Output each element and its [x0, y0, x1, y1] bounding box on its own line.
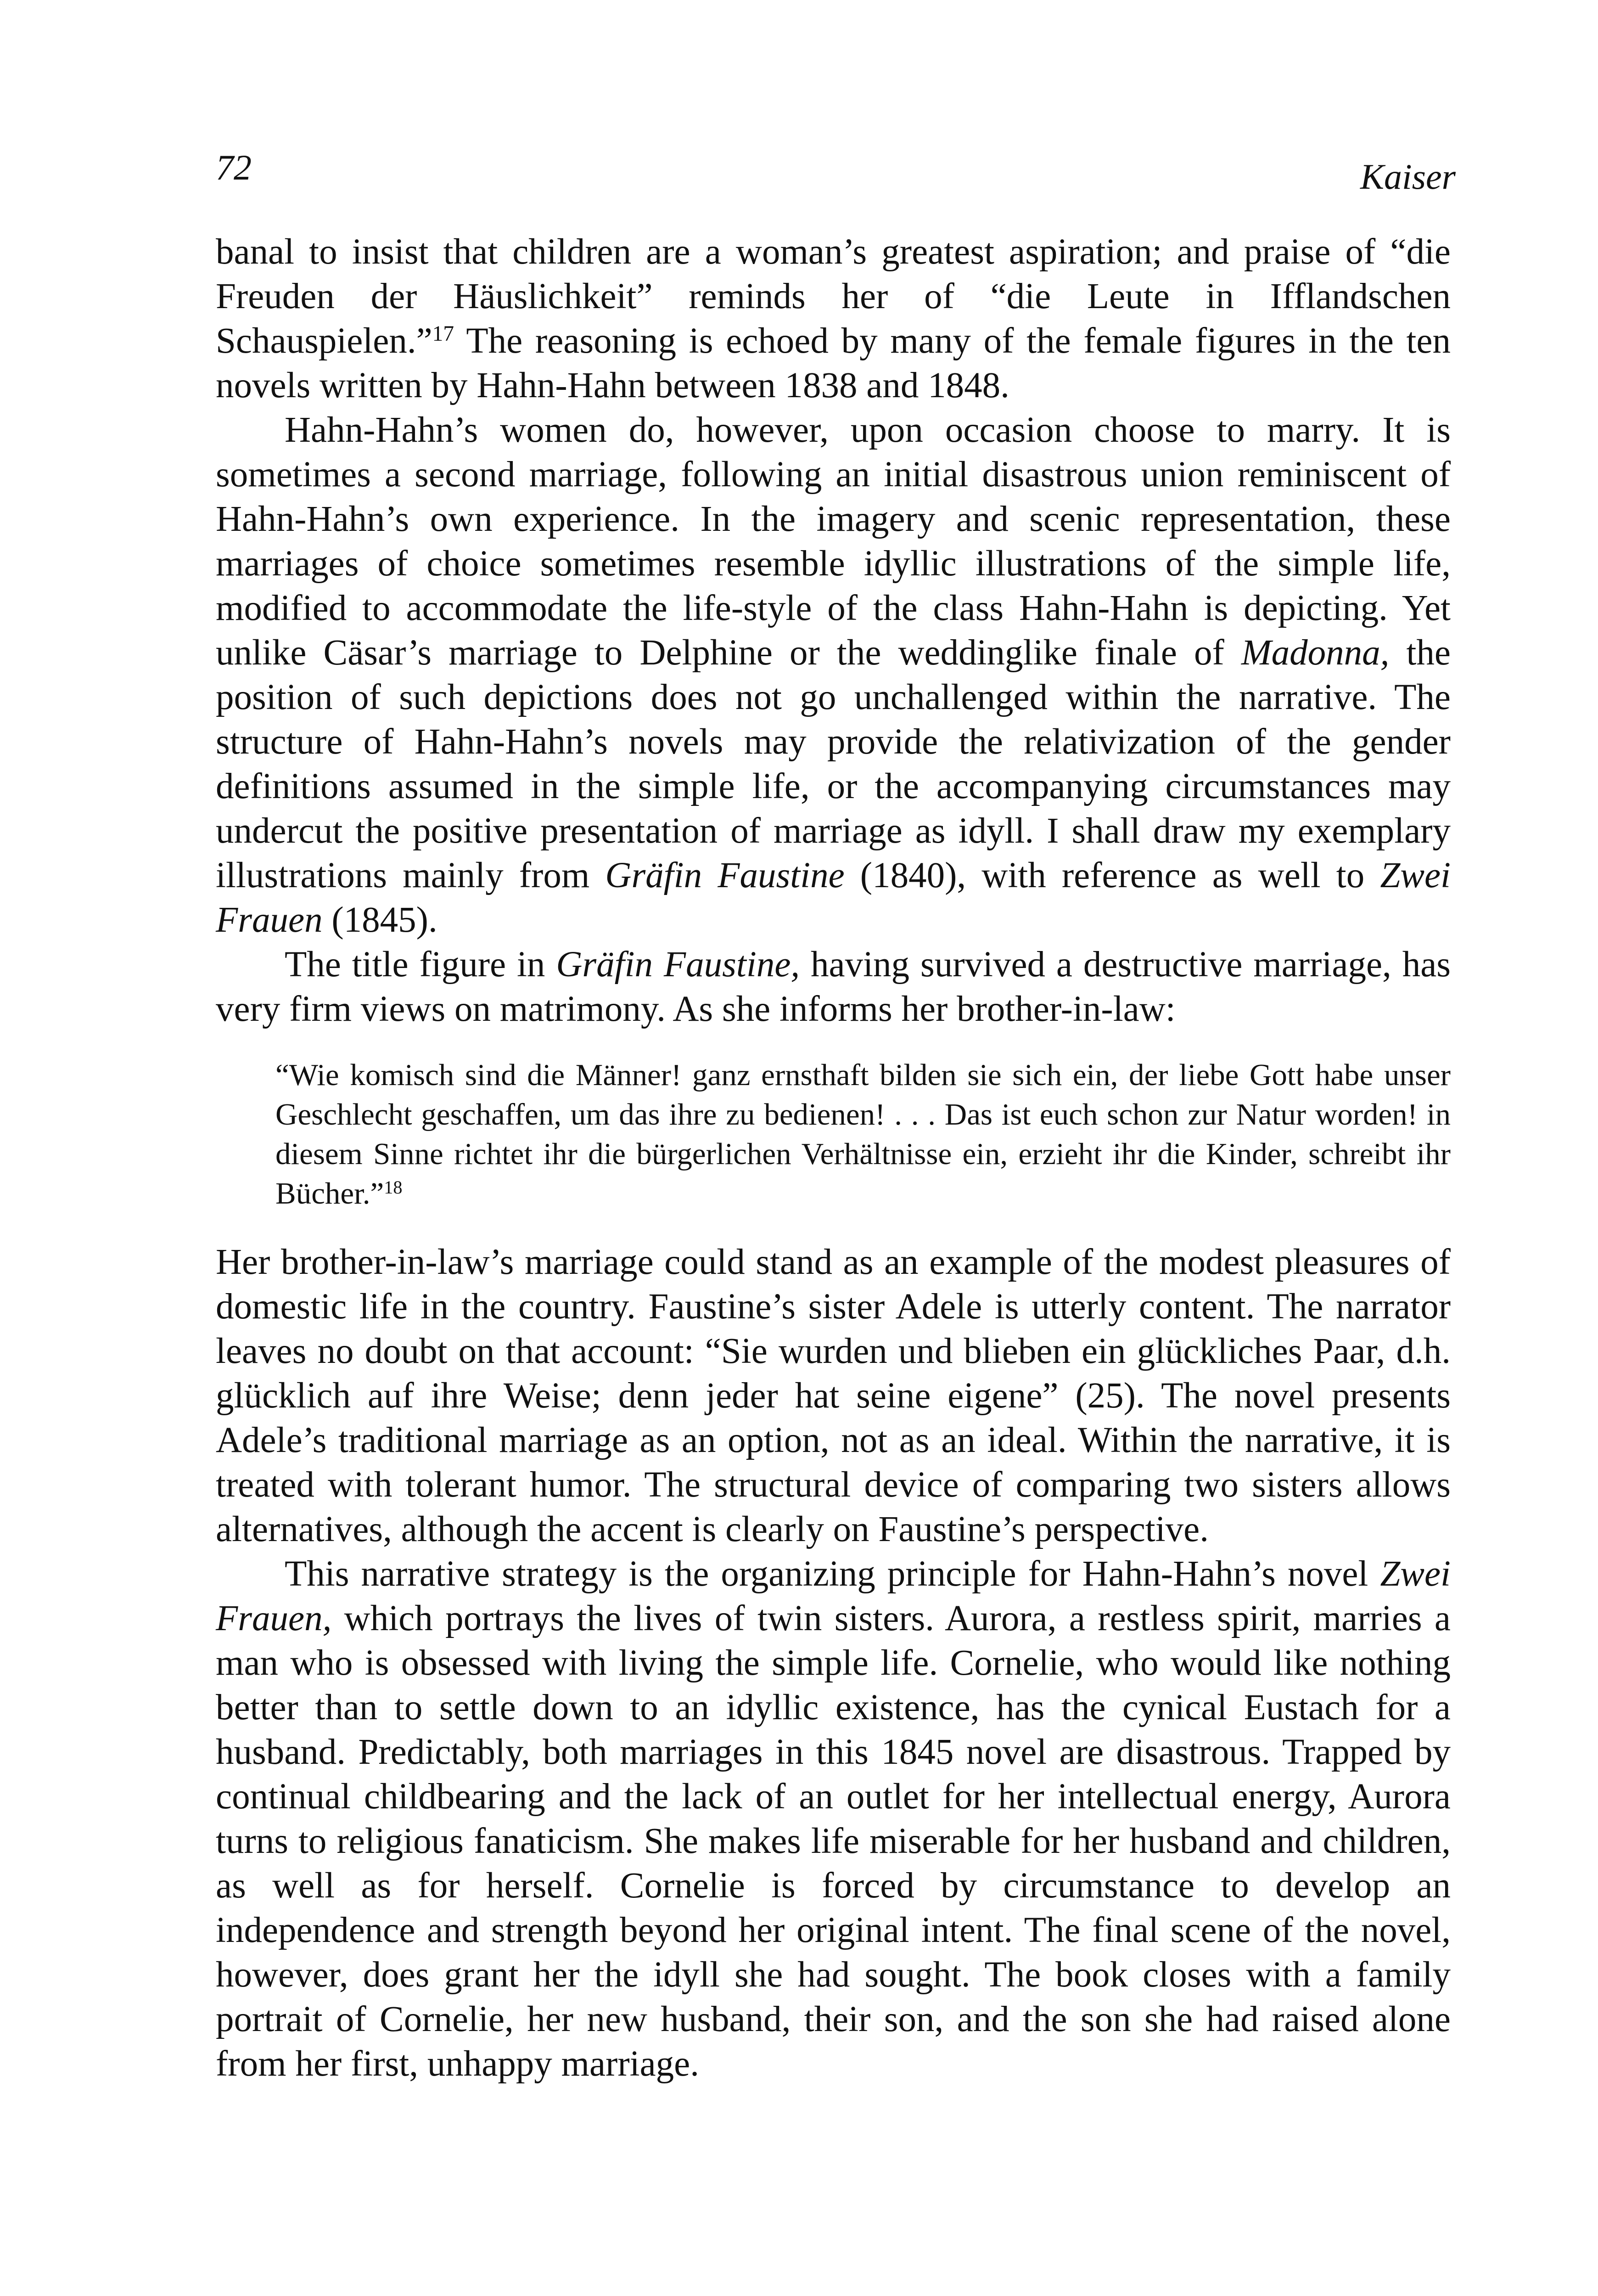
italic-title: Gräfin Faustine, [556, 945, 800, 985]
body-text [216, 230, 1451, 2086]
paragraph [216, 1240, 1451, 1552]
italic-title: Zwei Frauen [216, 855, 1451, 940]
paragraph-text: Hahn-Hahn’s women do, however, upon occasion choose to marry. It is sometimes a second marriage, following an initial disastrous union reminiscent of Hahn-Hahn’s own experience. In the imagery and scenic representation, these marriages of choice sometimes resemble idyllic illustrations of the simple life, modified to accommodate the life-style of the class Hahn-Hahn is depicting. Yet unlike Cäsar’s marriage to Delphine or the weddinglike finale of [216, 410, 1451, 673]
running-header [216, 147, 1456, 197]
footnote-marker: 18 [384, 1176, 403, 1198]
italic-title: Madonna, [1241, 633, 1390, 673]
paragraph [216, 408, 1451, 942]
paragraph-text: The title figure in [285, 945, 556, 985]
paragraph-text: (1840), with reference as well to [844, 855, 1380, 895]
paragraph-text: This narrative strategy is the organizing principle for Hahn-Hahn’s novel [285, 1554, 1380, 1594]
paragraph-text: which portrays the lives of twin sisters. Aurora, a restless spirit, marries a man who is obsessed with living the simple life. Cornelie, who would like nothing better than to settle down to an idyllic existence, has the cynical Eustach for a husband. Predictably, both marriages in this 1845 novel are disastrous. Trapped by continual childbearing and the lack of an outlet for her intellectual energy, Aurora turns to religious fanaticism. She makes life miserable for her husband and children, as well as for herself. Cornelie is forced by circumstance to develop an independence and strength beyond her original intent. The final scene of the novel, however, does grant her the idyll she had sought. The book closes with a family portrait of Cornelie, her new husband, their son, and the son she had raised alone from her first, unhappy marriage. [216, 1598, 1451, 2084]
paragraph-text: The reasoning is echoed by many of the female figures in the ten novels written by Hahn-Hahn between 1838 and 1848. [216, 321, 1451, 405]
paragraph-text: (1845). [322, 900, 437, 940]
italic-title: Gräfin Faustine [605, 855, 845, 895]
paragraph [216, 1552, 1451, 2086]
paragraph [216, 942, 1451, 1031]
paragraph [216, 230, 1451, 408]
running-head: Kaiser [1360, 157, 1456, 197]
paragraph-text: having survived a destructive marriage, has very firm views on matrimony. As she informs her brother-in-law: [216, 945, 1451, 1029]
paragraph-text: the position of such depictions does not go unchallenged within the narrative. The structure of Hahn-Hahn’s novels may provide the relativization of the gender definitions assumed in the simple life, or the accompanying circumstances may undercut the positive presentation of marriage as idyll. I shall draw my exemplary illustrations mainly from [216, 633, 1451, 895]
italic-title: Zwei Frauen, [216, 1554, 1451, 1638]
paragraph-text: banal to insist that children are a woman’s greatest aspiration; and praise of “die Freuden der Häuslichkeit” reminds her of “die Leute in Ifflandschen Schauspielen.” [216, 232, 1451, 361]
block-quote [275, 1055, 1451, 1213]
paragraph-text: Her brother-in-law’s marriage could stand as an example of the modest pleasures of domestic life in the country. Faustine’s sister Adele is utterly content. The narrator leaves no doubt on that account: “Sie wurden und blieben ein glückliches Paar, d.h. glücklich auf ihre Weise; denn jeder hat seine eigene” (25). The novel presents Adele’s traditional marriage as an option, not as an ideal. Within the narrative, it is treated with tolerant humor. The structural device of comparing two sisters allows alternatives, although the accent is clearly on Faustine’s perspective. [216, 1242, 1451, 1549]
page-number: 72 [216, 147, 252, 187]
footnote-marker: 17 [432, 321, 454, 346]
quote-text: “Wie komisch sind die Männer! ganz ernsthaft bilden sie sich ein, der liebe Gott habe unser Geschlecht geschaffen, um das ihre zu bedienen! . . . Das ist euch schon zur Natur worden! in diesem Sinne richtet ihr die bürgerlichen Verhältnisse ein, erzieht ihr die Kinder, schreibt ihr Bücher.” [275, 1058, 1451, 1210]
